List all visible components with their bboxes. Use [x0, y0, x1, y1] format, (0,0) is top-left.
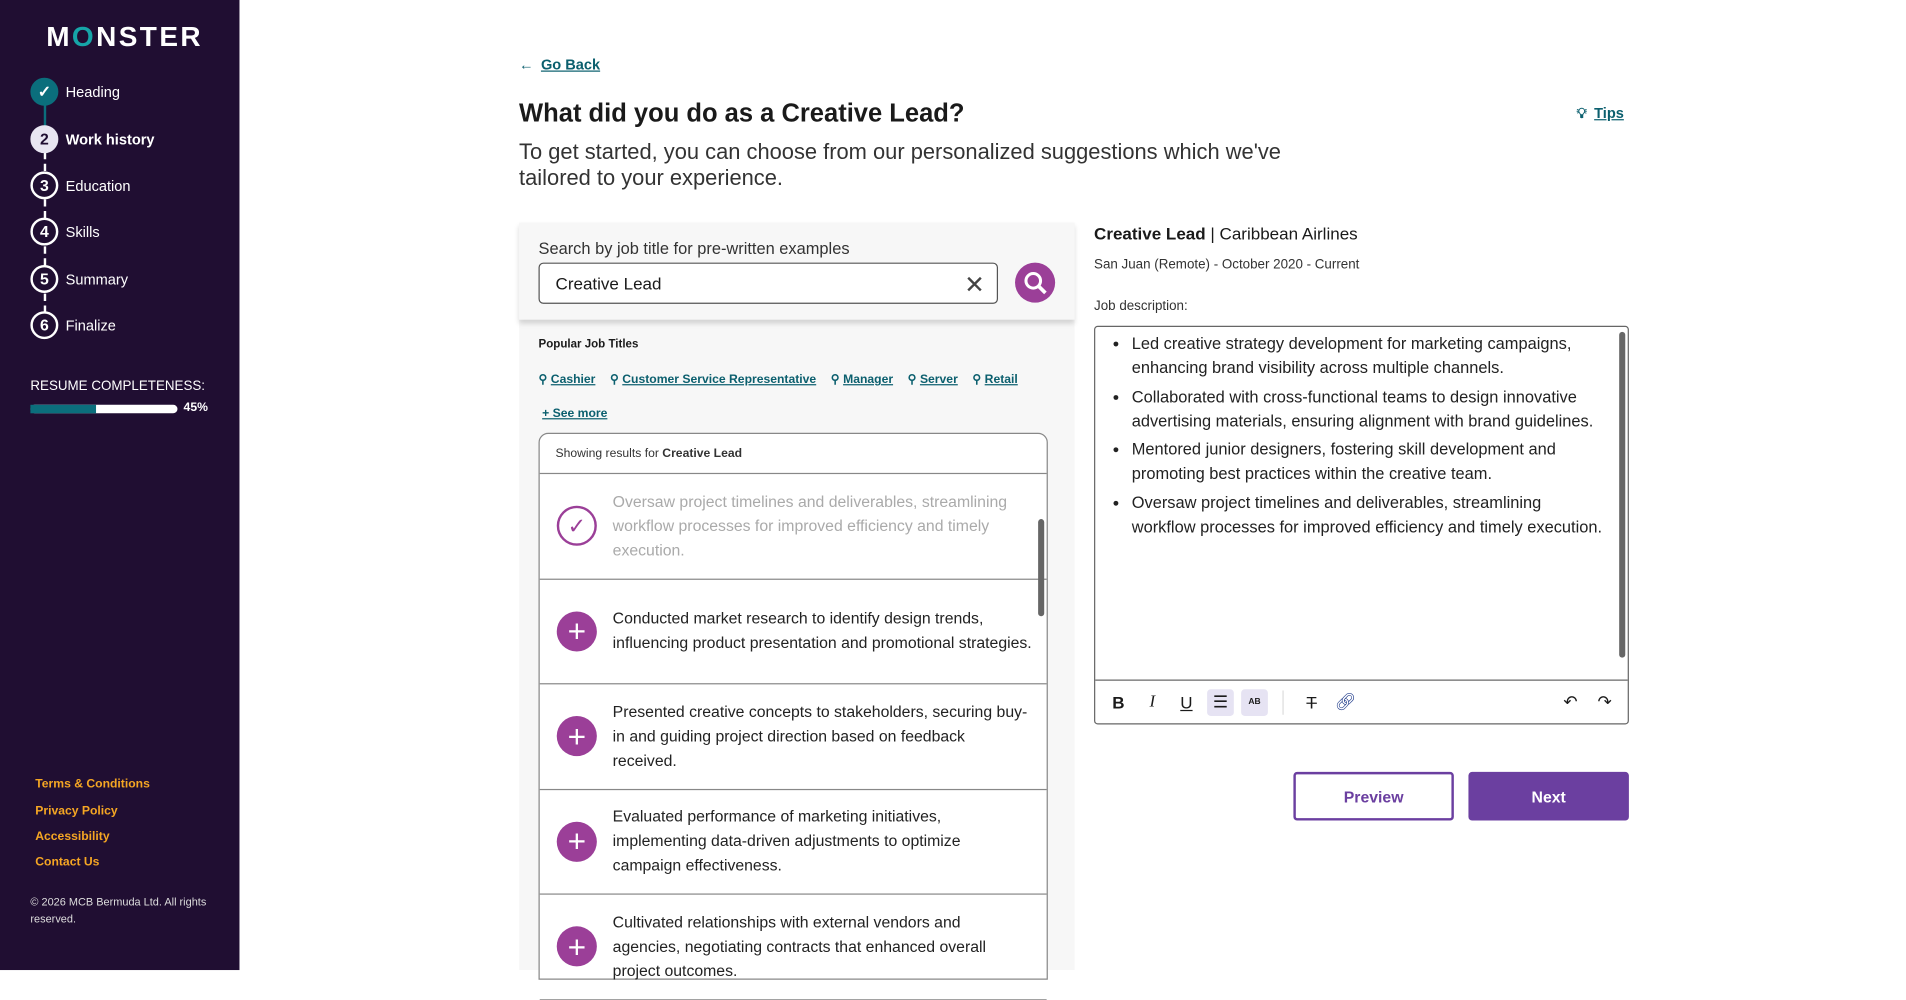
search-icon: [1023, 270, 1047, 294]
terms-link[interactable]: Terms & Conditions: [35, 777, 150, 792]
result-item[interactable]: [540, 474, 1047, 579]
step-number: 4: [30, 218, 58, 246]
clear-icon[interactable]: ✕: [964, 272, 985, 300]
result-text: Conducted market research to identify design trends, influencing product presentation and promotional strategies.: [612, 609, 1032, 652]
result-item[interactable]: [540, 684, 1047, 789]
results-scrollbar[interactable]: [1038, 519, 1044, 616]
copyright: © 2026 MCB Bermuda Ltd. All rights reserved.: [30, 895, 207, 926]
check-circle-icon[interactable]: ✓: [557, 506, 597, 546]
spellcheck-icon[interactable]: AB: [1241, 689, 1268, 716]
popular-title-link[interactable]: ⚲ Server: [907, 373, 958, 387]
see-more-link[interactable]: + See more: [542, 407, 608, 421]
popular-title-link[interactable]: ⚲ Manager: [830, 373, 894, 387]
logo-part: NSTER: [96, 20, 204, 53]
privacy-link[interactable]: Privacy Policy: [35, 804, 118, 819]
job-description-label: Job description:: [1094, 299, 1188, 314]
results-prefix: Showing results for: [555, 447, 663, 461]
step-education[interactable]: [30, 171, 130, 199]
go-back-label: Go Back: [540, 55, 601, 73]
result-text: Evaluated performance of marketing initiatives, implementing data-driven adjustments to optimize campaign effectiveness.: [612, 807, 961, 875]
next-button[interactable]: Next: [1468, 772, 1628, 821]
redo-icon[interactable]: ↷: [1597, 691, 1612, 712]
step-summary[interactable]: [30, 265, 128, 293]
step-heading[interactable]: [30, 78, 120, 106]
result-text: Presented creative concepts to stakeholders, securing buy-in and guiding project direction based on feedback received.: [612, 702, 1028, 770]
result-item[interactable]: [540, 579, 1047, 684]
logo-part: M: [46, 20, 72, 53]
results-list: [539, 433, 1048, 980]
step-number: 6: [30, 311, 58, 339]
editor-scrollbar[interactable]: [1619, 332, 1625, 658]
toolbar-divider: [1282, 690, 1283, 714]
underline-icon[interactable]: U: [1180, 692, 1193, 712]
tag-label: Cashier: [550, 373, 596, 387]
step-number: 3: [30, 171, 58, 199]
search-button[interactable]: [1015, 263, 1055, 303]
monster-logo[interactable]: [46, 21, 203, 54]
popular-titles-heading: Popular Job Titles: [538, 337, 639, 352]
plus-circle-icon[interactable]: +: [557, 611, 597, 651]
job-heading: [1094, 224, 1358, 243]
tag-label: Customer Service Representative: [622, 373, 817, 387]
completeness-bar: [30, 405, 177, 414]
search-input[interactable]: [539, 263, 998, 304]
result-item[interactable]: [540, 895, 1047, 1000]
accessibility-link[interactable]: Accessibility: [35, 830, 110, 844]
tips-link[interactable]: [1577, 105, 1624, 123]
step-label: Skills: [65, 223, 100, 241]
completeness-label: RESUME COMPLETENESS:: [30, 379, 205, 394]
step-label: Summary: [65, 270, 129, 288]
search-label: Search by job title for pre-written examples: [538, 239, 850, 258]
tag-label: Manager: [843, 373, 894, 387]
search-value: Creative Lead: [555, 273, 662, 293]
bold-icon[interactable]: B: [1112, 692, 1125, 712]
link-icon[interactable]: 🔗︎: [1334, 691, 1357, 712]
bullet: • Mentored junior designers, fostering skill development and promoting best practices within the creative team.: [1132, 438, 1606, 487]
popular-title-link[interactable]: ⚲ Retail: [972, 373, 1018, 387]
step-number: 5: [30, 265, 58, 293]
tag-label: Retail: [984, 373, 1018, 387]
arrow-left-icon: ←: [519, 55, 534, 73]
result-text: Oversaw project timelines and deliverables, streamlining workflow processes for improved efficiency and timely execution.: [612, 492, 1008, 559]
popular-titles: [539, 373, 1018, 386]
page-subtitle: To get started, you can choose from our personalized suggestions which we've tailored to your experience.: [519, 139, 1281, 190]
go-back-link[interactable]: [519, 56, 600, 73]
completeness-percent: 45%: [183, 401, 208, 415]
bullet-list-icon[interactable]: ☰: [1207, 689, 1234, 716]
step-work-history[interactable]: [30, 125, 154, 153]
completeness-fill: [30, 405, 96, 414]
step-label: Work history: [65, 130, 155, 148]
step-number: 2: [30, 125, 58, 153]
plus-circle-icon[interactable]: +: [557, 716, 597, 756]
sidebar: [0, 0, 239, 970]
job-title: Creative Lead: [1094, 223, 1206, 244]
lightbulb-icon: 💡︎: [1576, 104, 1587, 122]
logo-part: O: [71, 20, 97, 53]
undo-icon[interactable]: ↶: [1563, 691, 1578, 712]
result-item[interactable]: [540, 790, 1047, 895]
popular-title-link[interactable]: ⚲ Customer Service Representative: [609, 373, 817, 387]
tag-label: Server: [919, 373, 958, 387]
step-finalize[interactable]: [30, 311, 116, 339]
separator: |: [1205, 223, 1220, 244]
plus-circle-icon[interactable]: +: [557, 821, 597, 861]
step-label: Education: [65, 176, 131, 194]
bullet: • Led creative strategy development for marketing campaigns, enhancing brand visibility across multiple channels.: [1132, 332, 1606, 381]
tips-label: Tips: [1594, 104, 1624, 122]
preview-button[interactable]: Preview: [1293, 772, 1453, 821]
company: Caribbean Airlines: [1219, 223, 1358, 244]
results-header: [540, 434, 1047, 474]
step-label: Finalize: [65, 316, 116, 334]
bullet: • Collaborated with cross-functional teams to design innovative advertising materials, ensuring alignment with brand guidelines.: [1132, 385, 1606, 434]
contact-link[interactable]: Contact Us: [35, 855, 100, 870]
job-description-editor[interactable]: [1094, 326, 1629, 725]
step-skills[interactable]: [30, 218, 99, 246]
suggestions-panel: [519, 222, 1075, 980]
result-text: Cultivated relationships with external vendors and agencies, negotiating contracts that enhanced overall project outcomes.: [612, 912, 987, 980]
step-connector: [44, 105, 46, 127]
check-icon: ✓: [30, 78, 58, 106]
bullet: • Oversaw project timelines and deliverables, streamlining workflow processes for improved efficiency and timely execution.: [1132, 490, 1606, 539]
job-location-dates: San Juan (Remote) - October 2020 - Current: [1094, 257, 1360, 273]
results-term: Creative Lead: [662, 447, 743, 461]
plus-circle-icon[interactable]: +: [557, 927, 597, 967]
editor-toolbar: [1095, 680, 1627, 724]
page-title: What did you do as a Creative Lead?: [519, 99, 965, 128]
search-header: [519, 222, 1075, 319]
popular-title-link[interactable]: ⚲ Cashier: [538, 373, 596, 387]
clear-format-icon[interactable]: T: [1306, 692, 1317, 712]
italic-icon[interactable]: I: [1149, 692, 1156, 711]
step-label: Heading: [65, 83, 120, 101]
